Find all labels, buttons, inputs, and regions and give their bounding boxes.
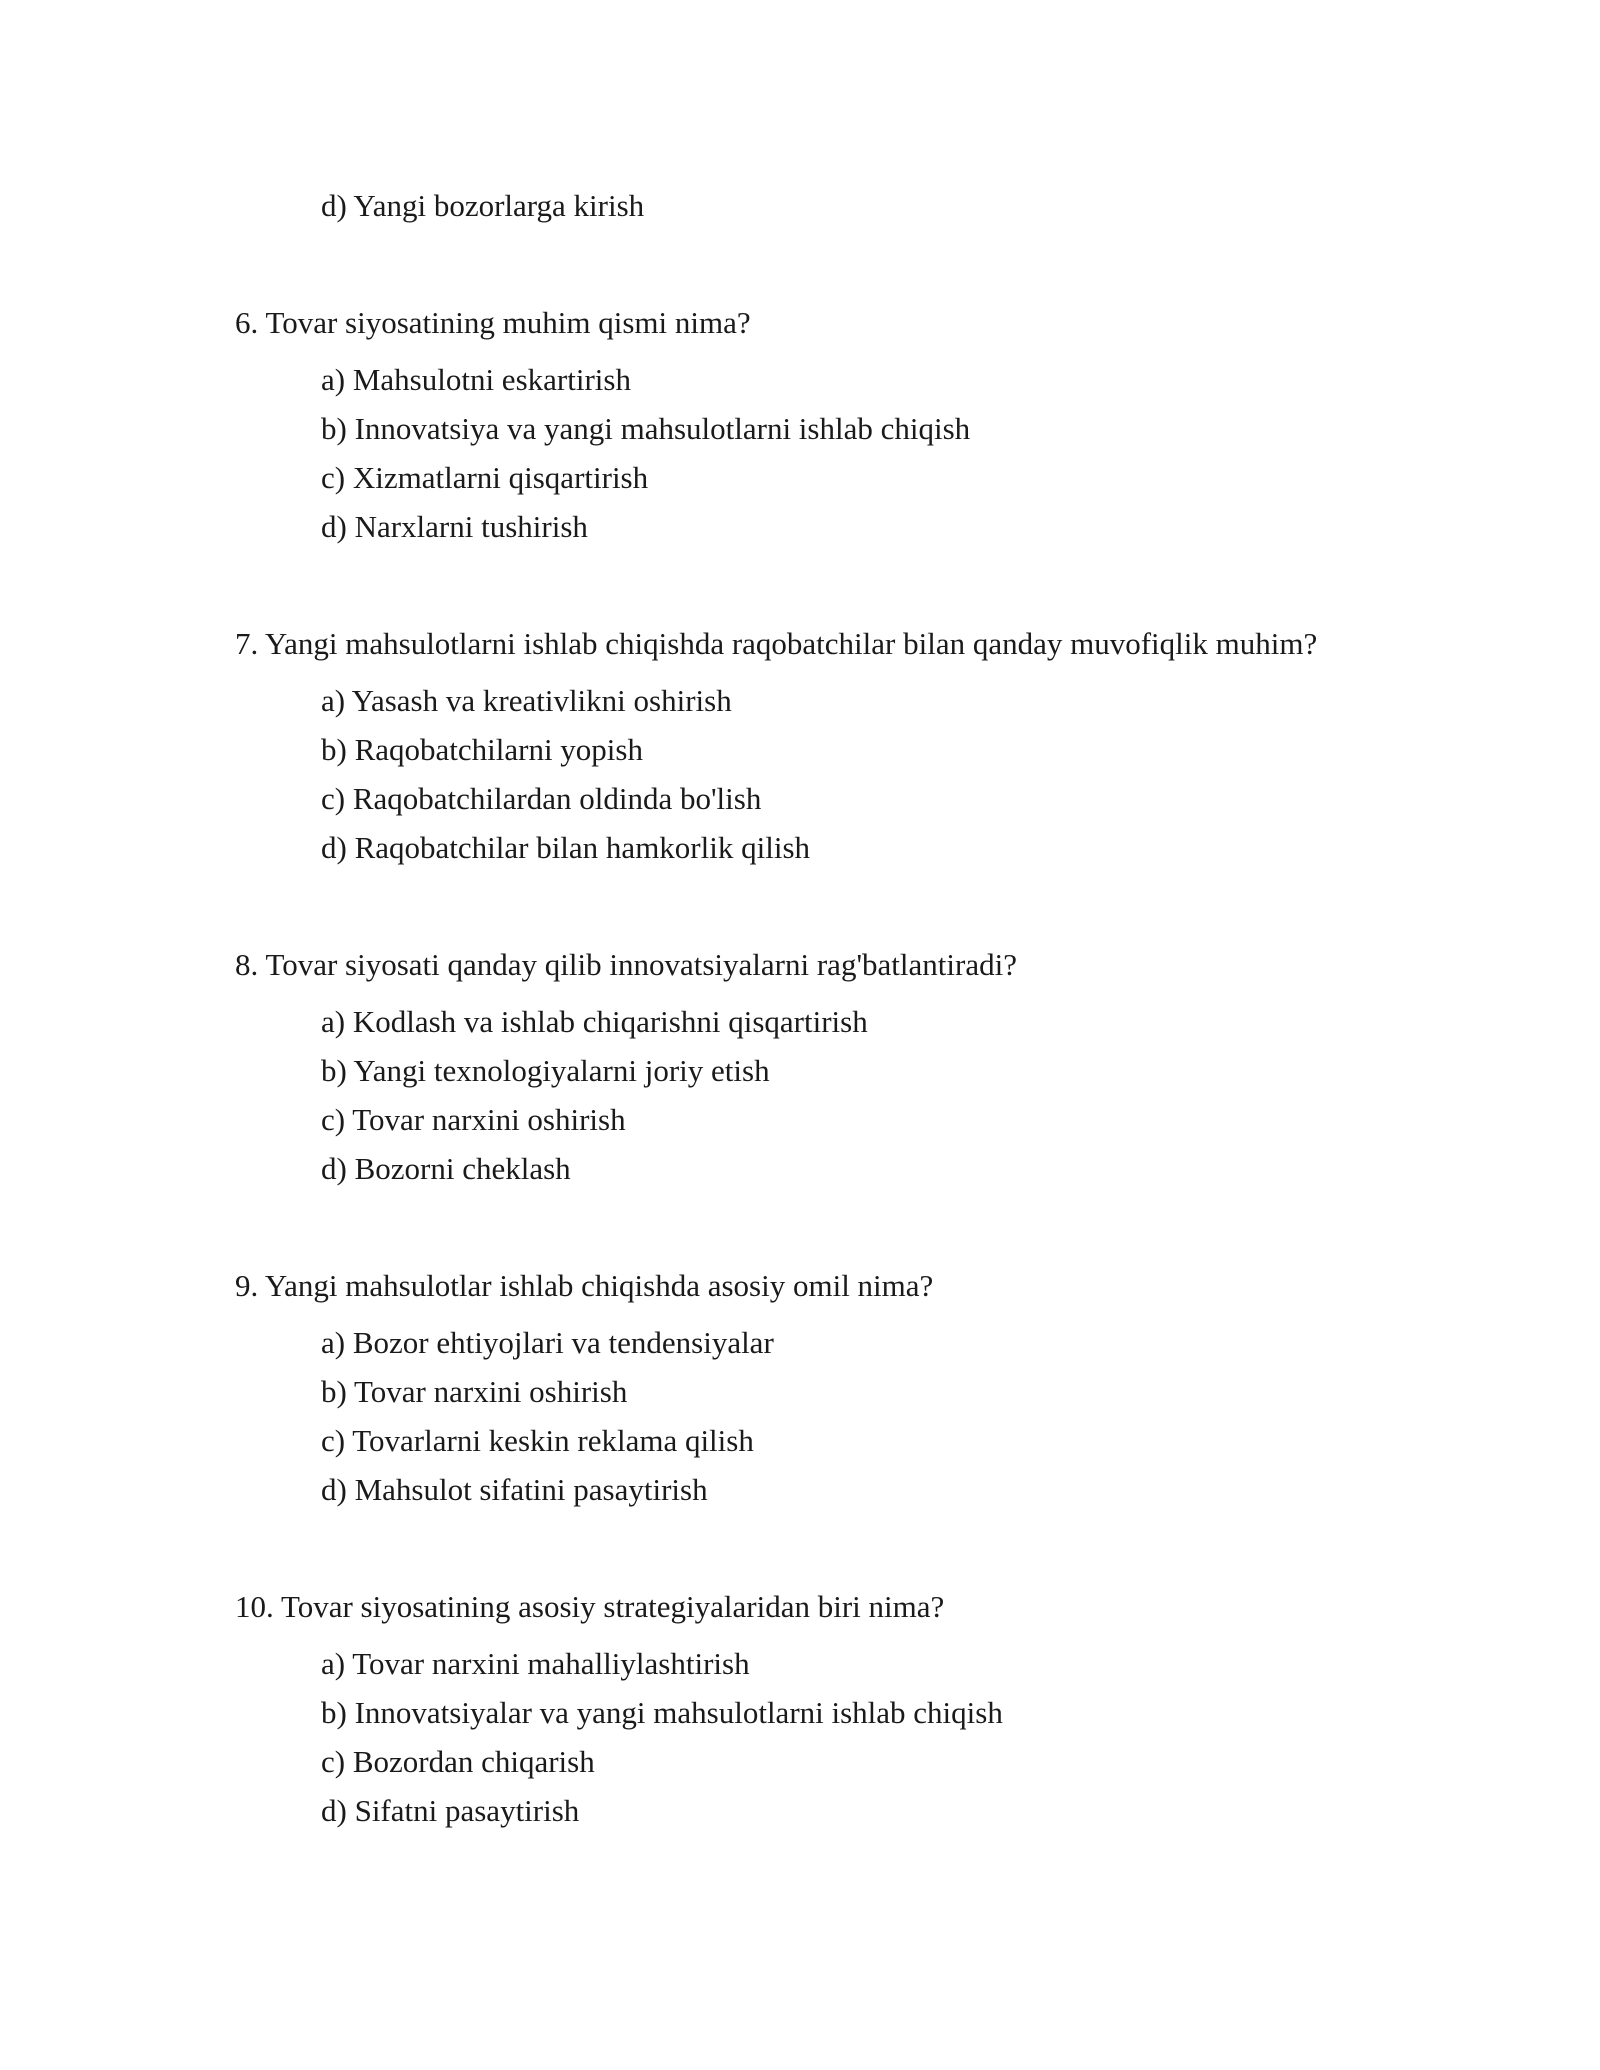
- question-9-option-a: a) Bozor ehtiyojlari va tendensiyalar: [321, 1325, 774, 1360]
- question-9-option-d: d) Mahsulot sifatini pasaytirish: [321, 1472, 708, 1507]
- question-10-option-a: a) Tovar narxini mahalliylashtirish: [321, 1646, 750, 1681]
- question-10: 10. Tovar siyosatining asosiy strategiyalaridan biri nima?: [235, 1589, 945, 1624]
- orphan-option: d) Yangi bozorlarga kirish: [321, 188, 645, 223]
- question-7-option-d: d) Raqobatchilar bilan hamkorlik qilish: [321, 830, 811, 865]
- question-7-option-c: c) Raqobatchilardan oldinda bo'lish: [321, 781, 762, 816]
- question-6-option-c: c) Xizmatlarni qisqartirish: [321, 460, 649, 495]
- question-9-option-c: c) Tovarlarni keskin reklama qilish: [321, 1423, 754, 1458]
- question-7: 7. Yangi mahsulotlarni ishlab chiqishda raqobatchilar bilan qanday muvofiqlik muhim?: [235, 626, 1318, 661]
- question-7-option-b: b) Raqobatchilarni yopish: [321, 732, 643, 767]
- question-10-option-c: c) Bozordan chiqarish: [321, 1744, 595, 1779]
- question-8-option-a: a) Kodlash va ishlab chiqarishni qisqartirish: [321, 1004, 868, 1039]
- question-6-option-b: b) Innovatsiya va yangi mahsulotlarni ishlab chiqish: [321, 411, 971, 446]
- question-8: 8. Tovar siyosati qanday qilib innovatsiyalarni rag'batlantiradi?: [235, 947, 1017, 982]
- question-7-option-a: a) Yasash va kreativlikni oshirish: [321, 683, 732, 718]
- question-6-option-a: a) Mahsulotni eskartirish: [321, 362, 631, 397]
- question-10-option-d: d) Sifatni pasaytirish: [321, 1793, 580, 1828]
- question-6-option-d: d) Narxlarni tushirish: [321, 509, 588, 544]
- question-9: 9. Yangi mahsulotlar ishlab chiqishda asosiy omil nima?: [235, 1268, 934, 1303]
- question-10-option-b: b) Innovatsiyalar va yangi mahsulotlarni ishlab chiqish: [321, 1695, 1003, 1730]
- question-8-option-b: b) Yangi texnologiyalarni joriy etish: [321, 1053, 770, 1088]
- question-6: 6. Tovar siyosatining muhim qismi nima?: [235, 305, 751, 340]
- question-8-option-c: c) Tovar narxini oshirish: [321, 1102, 626, 1137]
- question-9-option-b: b) Tovar narxini oshirish: [321, 1374, 628, 1409]
- question-8-option-d: d) Bozorni cheklash: [321, 1151, 571, 1186]
